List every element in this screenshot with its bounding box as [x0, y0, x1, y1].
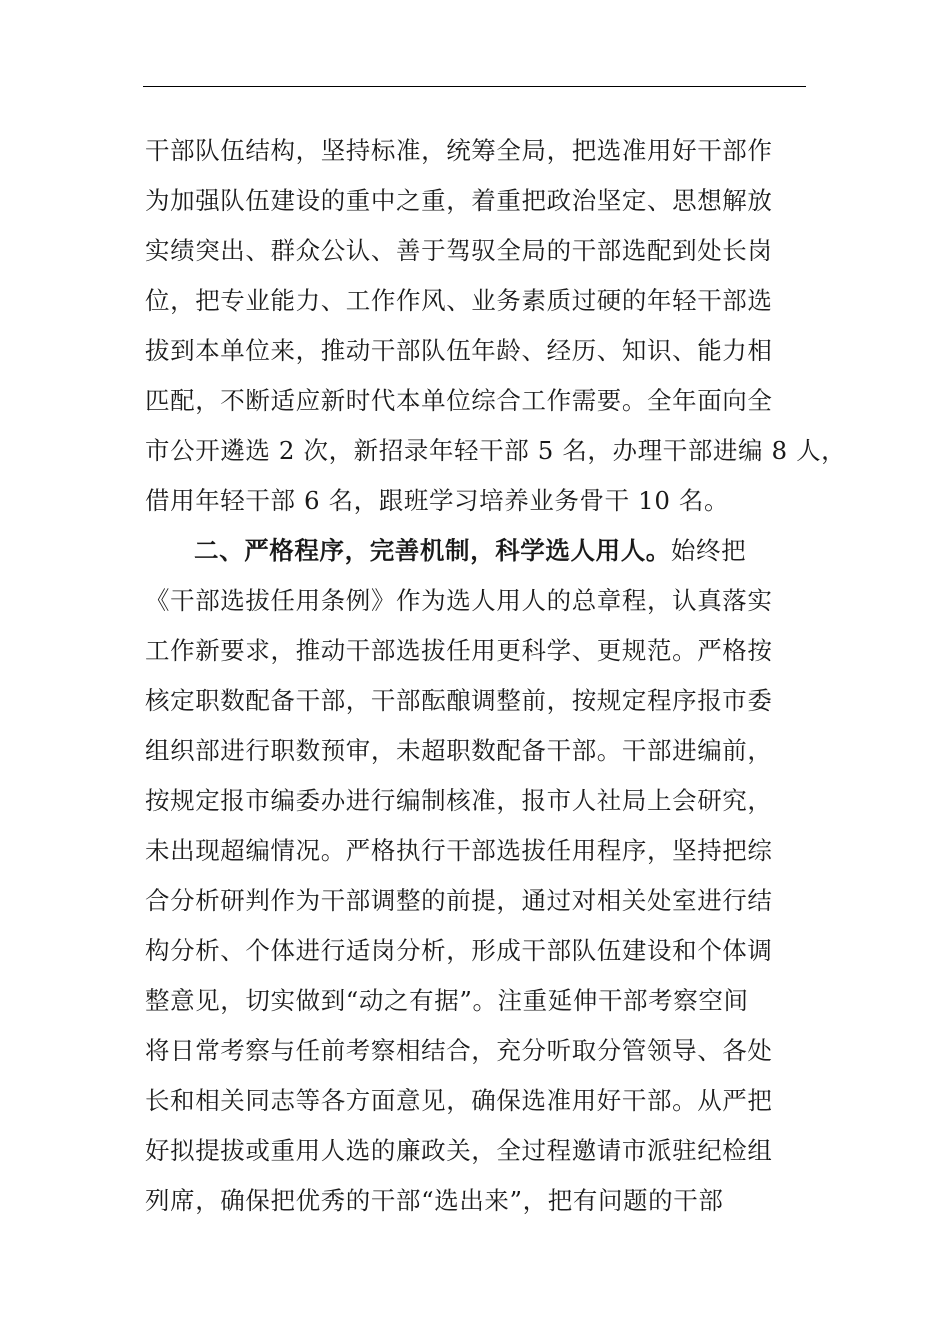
- text-line: 构分析、个体进行适岗分析，形成干部队伍建设和个体调: [145, 936, 773, 965]
- text-line: 整意见，切实做到“动之有据”。注重延伸干部考察空间: [145, 986, 749, 1015]
- text-line: 合分析研判作为干部调整的前提，通过对相关处室进行结: [145, 886, 773, 915]
- text-line: 长和相关同志等各方面意见，确保选准用好干部。从严把: [145, 1086, 773, 1115]
- text-line: 工作新要求，推动干部选拔任用更科学、更规范。严格按: [145, 636, 773, 665]
- text-line: 按规定报市编委办进行编制核准，报市人社局上会研究，: [145, 786, 773, 815]
- section-heading: 二、严格程序，完善机制，科学选人用人。: [194, 536, 671, 565]
- text-line: 干部队伍结构，坚持标准，统筹全局，把选准用好干部作: [145, 136, 773, 165]
- text-line: 将日常考察与任前考察相结合，充分听取分管领导、各处: [145, 1036, 773, 1065]
- text-line: 借用年轻干部 6 名，跟班学习培养业务骨干 10 名。: [145, 486, 730, 515]
- text-line: 列席，确保把优秀的干部“选出来”，把有问题的干部: [145, 1186, 724, 1215]
- text-line: 为加强队伍建设的重中之重，着重把政治坚定、思想解放: [145, 186, 773, 215]
- text-line: 匹配，不断适应新时代本单位综合工作需要。全年面向全: [145, 386, 773, 415]
- text-line: 拔到本单位来，推动干部队伍年龄、经历、知识、能力相: [145, 336, 773, 365]
- text-line: 位，把专业能力、工作作风、业务素质过硬的年轻干部选: [145, 286, 773, 315]
- document-body: [145, 126, 847, 1226]
- text-line: 核定职数配备干部，干部酝酿调整前，按规定程序报市委: [145, 686, 773, 715]
- text-line: 实绩突出、群众公认、善于驾驭全局的干部选配到处长岗: [145, 236, 773, 265]
- text-line: 市公开遴选 2 次，新招录年轻干部 5 名，办理干部进编 8 人，: [145, 436, 847, 465]
- text-run: 始终把: [670, 536, 747, 565]
- text-line: 好拟提拔或重用人选的廉政关，全过程邀请市派驻纪检组: [145, 1136, 773, 1165]
- section-heading-line: [145, 526, 815, 576]
- header-rule: [143, 86, 806, 87]
- text-line: 未出现超编情况。严格执行干部选拔任用程序，坚持把综: [145, 836, 773, 865]
- text-line: 《干部选拔任用条例》作为选人用人的总章程，认真落实: [145, 586, 773, 615]
- text-line: 组织部进行职数预审，未超职数配备干部。干部进编前，: [145, 736, 773, 765]
